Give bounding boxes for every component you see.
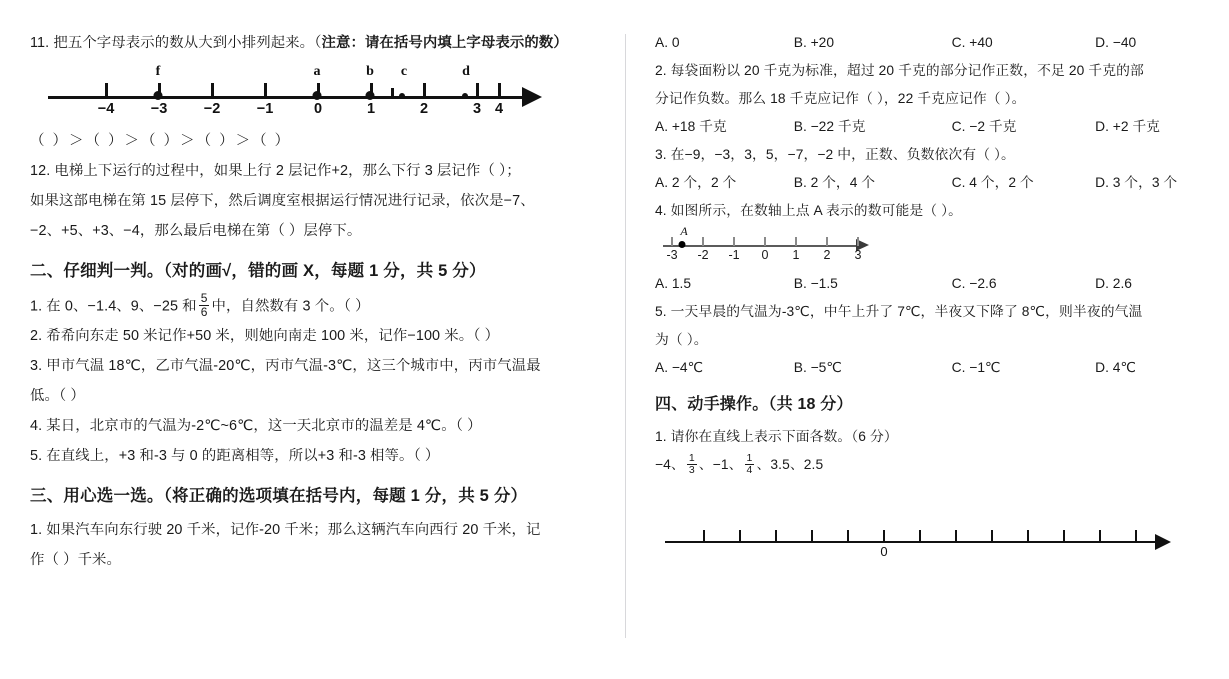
option-d[interactable]: D. +2 千克	[1095, 119, 1160, 134]
section-3-item-2-line2: 分记作负数。那么 18 千克应记作（ ），22 千克应记作（ ）。	[655, 91, 1026, 106]
number-line-axis	[663, 245, 859, 247]
section-3-item-5-line1: 5. 一天早晨的气温为-3℃，中午上升了 7℃，半夜又下降了 8℃，则半夜的气温	[655, 304, 1143, 319]
number-line-point-b	[366, 91, 375, 100]
option-d[interactable]: D. 4℃	[1095, 360, 1136, 375]
number-line-label: 1	[366, 101, 376, 117]
option-b[interactable]: B. −22 千克	[793, 119, 866, 134]
number-line-point-a	[679, 241, 686, 248]
section-2-item-4: 4. 某日，北京市的气温为-2℃~6℃，这一天北京市的温差是 4℃。（ ）	[30, 418, 482, 435]
fraction-five-sixths	[199, 292, 210, 318]
number-line-point-f	[154, 91, 163, 100]
number-line-arrow-icon	[1155, 534, 1171, 550]
number-line-tick	[1063, 530, 1065, 542]
number-line-tick	[1099, 530, 1101, 542]
option-b[interactable]: B. −5℃	[793, 360, 842, 375]
left-column	[30, 30, 610, 577]
number-line-label: 4	[494, 101, 504, 117]
section-2-item-2: 2. 希希向东走 50 米记作+50 米，则她向南走 100 米，记作−100 米。（ ）	[30, 328, 500, 345]
option-b[interactable]: B. −1.5	[793, 276, 838, 291]
number-line-point-label-b: b	[366, 64, 374, 79]
number-line-tick	[955, 530, 957, 542]
fraction-one-third	[687, 453, 697, 476]
number-line-label: 3	[472, 101, 482, 117]
section-4-item-1: 1. 请你在直线上表示下面各数。（6 分）	[655, 429, 898, 444]
option-a[interactable]: A. −4℃	[655, 360, 704, 375]
option-c[interactable]: C. −2 千克	[951, 119, 1017, 134]
number-line-tick	[264, 83, 267, 98]
numbers-prefix: −4、	[655, 457, 685, 472]
number-line-label: −3	[150, 101, 168, 117]
number-line-tick	[733, 237, 735, 246]
fraction-denominator: 3	[688, 464, 695, 477]
section-3-item-2-line1: 2. 每袋面粉以 20 千克为标准，超过 20 千克的部分记作正数，不足 20 千克的部	[655, 63, 1144, 78]
fraction-numerator: 1	[746, 452, 753, 465]
section-4-blank-number-line[interactable]	[665, 521, 1185, 567]
question-11	[30, 30, 610, 56]
number-line-axis	[48, 96, 526, 99]
question-11-answer-blanks[interactable]: （ ）＞（ ）＞（ ）＞（ ）＞（ ）	[30, 133, 292, 149]
option-a[interactable]: A. 0	[655, 35, 680, 50]
section-4-heading: 四、动手操作。（共 18 分）	[655, 396, 853, 413]
section-3-item-5-line2: 为（ ）。	[655, 332, 708, 347]
option-d[interactable]: D. −40	[1095, 35, 1137, 50]
fraction-one-quarter	[745, 453, 755, 476]
number-line-tick	[1027, 530, 1029, 542]
number-line-label-zero: 0	[880, 544, 888, 559]
number-line-label: −2	[203, 101, 221, 117]
number-line-point-label-d: d	[462, 64, 470, 79]
number-line-tick	[991, 530, 993, 542]
number-line-label: 2	[419, 101, 429, 117]
number-line-label: -2	[697, 248, 709, 262]
fraction-denominator: 6	[200, 304, 208, 319]
option-b[interactable]: B. 2 个，4 个	[793, 175, 876, 190]
number-line-half-tick	[391, 88, 394, 98]
number-line-label: −1	[256, 101, 274, 117]
section-2-item-3-cont: 低。（ ）	[30, 388, 85, 405]
numbers-suffix: 、3.5、2.5	[756, 457, 824, 472]
fraction-numerator: 1	[688, 452, 695, 465]
question-4-number-line	[663, 224, 893, 269]
number-line-point-c	[399, 93, 405, 99]
section-3-item-1-line1: 1. 如果汽车向东行驶 20 千米，记作-20 千米；那么这辆汽车向西行 20 千米，记	[30, 522, 541, 539]
section-3-item-1-options	[655, 30, 1210, 55]
number-line-label: 0	[313, 101, 323, 117]
number-line-point-a	[313, 91, 322, 100]
number-line-label: -3	[666, 248, 678, 262]
option-d[interactable]: D. 2.6	[1095, 276, 1132, 291]
question-11-note-bold: 注意：请在括号内填上字母表示的数	[321, 35, 554, 51]
number-line-tick	[764, 237, 766, 246]
number-line-tick	[476, 83, 479, 98]
number-line-label: −4	[97, 101, 115, 117]
section-2-item-3: 3. 甲市气温 18℃，乙市气温-20℃，丙市气温-3℃，这三个城市中，丙市气温最	[30, 358, 541, 375]
number-line-tick	[919, 530, 921, 542]
number-line-label: 2	[823, 248, 831, 262]
number-line-tick	[826, 237, 828, 246]
number-line-point-label-f: f	[155, 64, 161, 79]
question-11-number-line	[48, 64, 568, 126]
right-column	[655, 30, 1210, 567]
section-2-heading: 二、仔细判一判。（对的画√，错的画 X，每题 1 分，共 5 分）	[30, 262, 486, 280]
option-c[interactable]: C. 4 个，2 个	[951, 175, 1034, 190]
number-line-tick	[883, 530, 885, 542]
number-line-point-label-c: c	[400, 64, 408, 79]
option-c[interactable]: C. −2.6	[951, 276, 997, 291]
number-line-label: 0	[761, 248, 769, 262]
number-line-point-label-a: a	[313, 64, 321, 79]
number-line-point-label-a: A	[680, 224, 688, 238]
option-a[interactable]: A. 1.5	[655, 276, 692, 291]
number-line-tick	[671, 237, 673, 246]
question-12-line3: −2、+5、+3、−4，那么最后电梯在第（ ）层停下。	[30, 223, 362, 239]
number-line-tick	[811, 530, 813, 542]
number-line-point-d	[462, 93, 468, 99]
section-3-item-3-options	[655, 170, 1210, 195]
numbers-mid: 、−1、	[698, 457, 743, 472]
number-line-tick	[1135, 530, 1137, 542]
question-12-line2: 如果这部电梯在第 15 层停下，然后调度室根据运行情况进行记录，依次是−7、	[30, 193, 535, 209]
number-line-tick	[105, 83, 108, 98]
number-line-tick	[795, 237, 797, 246]
number-line-tick	[775, 530, 777, 542]
option-a[interactable]: A. 2 个，2 个	[655, 175, 737, 190]
section-3-item-1-line2: 作（ ）千米。	[30, 552, 122, 569]
number-line-label: 1	[792, 248, 800, 262]
section-4-item-1-numbers	[655, 452, 1210, 477]
option-c[interactable]: C. −1℃	[951, 360, 1001, 375]
number-line-tick	[857, 237, 859, 246]
column-divider	[625, 34, 626, 638]
section-3-item-2-options	[655, 114, 1210, 139]
section-2-item-1-prefix: 1. 在 0、−1.4、9、−25 和	[30, 298, 197, 315]
number-line-tick	[702, 237, 704, 246]
section-3-item-3: 3. 在−9，−3，3，5，−7，−2 中，正数、负数依次有（ ）。	[655, 147, 1015, 162]
option-c[interactable]: C. +40	[951, 35, 993, 50]
question-11-text-part1: 11. 把五个字母表示的数从大到小排列起来。（	[30, 35, 322, 51]
option-a[interactable]: A. +18 千克	[655, 119, 727, 134]
number-line-arrow-icon	[522, 87, 542, 107]
option-d[interactable]: D. 3 个，3 个	[1095, 175, 1178, 190]
option-b[interactable]: B. +20	[793, 35, 835, 50]
question-12-line1: 12. 电梯上下运行的过程中，如果上行 2 层记作+2，那么下行 3 层记作（ ）；	[30, 163, 521, 179]
number-line-tick	[739, 530, 741, 542]
number-line-tick	[211, 83, 214, 98]
fraction-numerator: 5	[200, 291, 208, 305]
section-2-item-5: 5. 在直线上，+3 和-3 与 0 的距离相等，所以+3 和-3 相等。（ ）	[30, 448, 440, 465]
number-line-tick	[498, 83, 501, 98]
fraction-denominator: 4	[746, 464, 753, 477]
number-line-label: 3	[854, 248, 862, 262]
section-3-heading: 三、用心选一选。（将正确的选项填在括号内，每题 1 分，共 5 分）	[30, 487, 528, 506]
section-2-item-1-suffix: 中，自然数有 3 个。（ ）	[211, 298, 370, 315]
number-line-tick	[703, 530, 705, 542]
section-3-item-4: 4. 如图所示，在数轴上点 A 表示的数可能是（ ）。	[655, 203, 963, 218]
section-2-item-1	[30, 292, 610, 319]
number-line-label: -1	[728, 248, 740, 262]
section-3-item-4-options	[655, 271, 1210, 296]
number-line-tick	[847, 530, 849, 542]
question-11-text-part2: ）	[553, 35, 568, 51]
section-3-item-5-options	[655, 355, 1210, 380]
number-line-tick	[423, 83, 426, 98]
